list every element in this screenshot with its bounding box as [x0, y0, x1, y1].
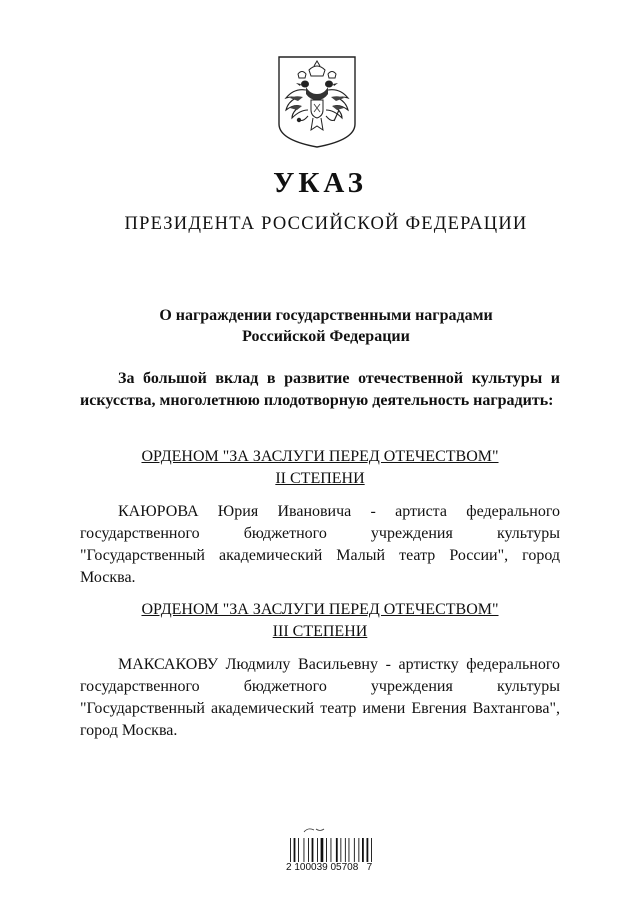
- award-order-1: [80, 446, 560, 490]
- barcode-number: 2 100039 05708 7: [286, 862, 373, 873]
- award-recipient-1: [80, 501, 560, 589]
- document-title: УКАЗ: [273, 167, 367, 199]
- award-recipient-2-text: МАКСАКОВУ Людмилу Васильевну - артистку федерального государственного бюджетного учреждения культуры "Государственный академический театр имени Евгения Вахтангова", город Москва.: [80, 656, 560, 739]
- decree-intro-text: За большой вклад в развитие отечественной культуры и искусства, многолетнюю плодотворную деятельность наградить:: [80, 370, 560, 409]
- decree-intro: [80, 368, 560, 412]
- award-order-2-line-2: III СТЕПЕНИ: [272, 623, 368, 640]
- award-order-2: [80, 599, 560, 643]
- award-order-1-line-2: II СТЕПЕНИ: [275, 470, 365, 487]
- decree-heading-line-1: О награждении государственными наградами: [159, 307, 493, 324]
- decree-heading: [0, 305, 640, 347]
- award-order-2-line-1: ОРДЕНОМ "ЗА ЗАСЛУГИ ПЕРЕД ОТЕЧЕСТВОМ": [141, 601, 499, 618]
- award-recipient-1-text: КАЮРОВА Юрия Ивановича - артиста федерального государственного бюджетного учреждения культуры "Государственный академический Малый театр России", город Москва.: [80, 503, 560, 586]
- award-recipient-2: [80, 654, 560, 742]
- document-subtitle: ПРЕЗИДЕНТА РОССИЙСКОЙ ФЕДЕРАЦИИ: [124, 214, 528, 234]
- coat-of-arms-icon: [276, 54, 358, 150]
- award-order-1-line-1: ОРДЕНОМ "ЗА ЗАСЛУГИ ПЕРЕД ОТЕЧЕСТВОМ": [141, 448, 499, 465]
- decree-heading-line-2: Российской Федерации: [242, 328, 410, 345]
